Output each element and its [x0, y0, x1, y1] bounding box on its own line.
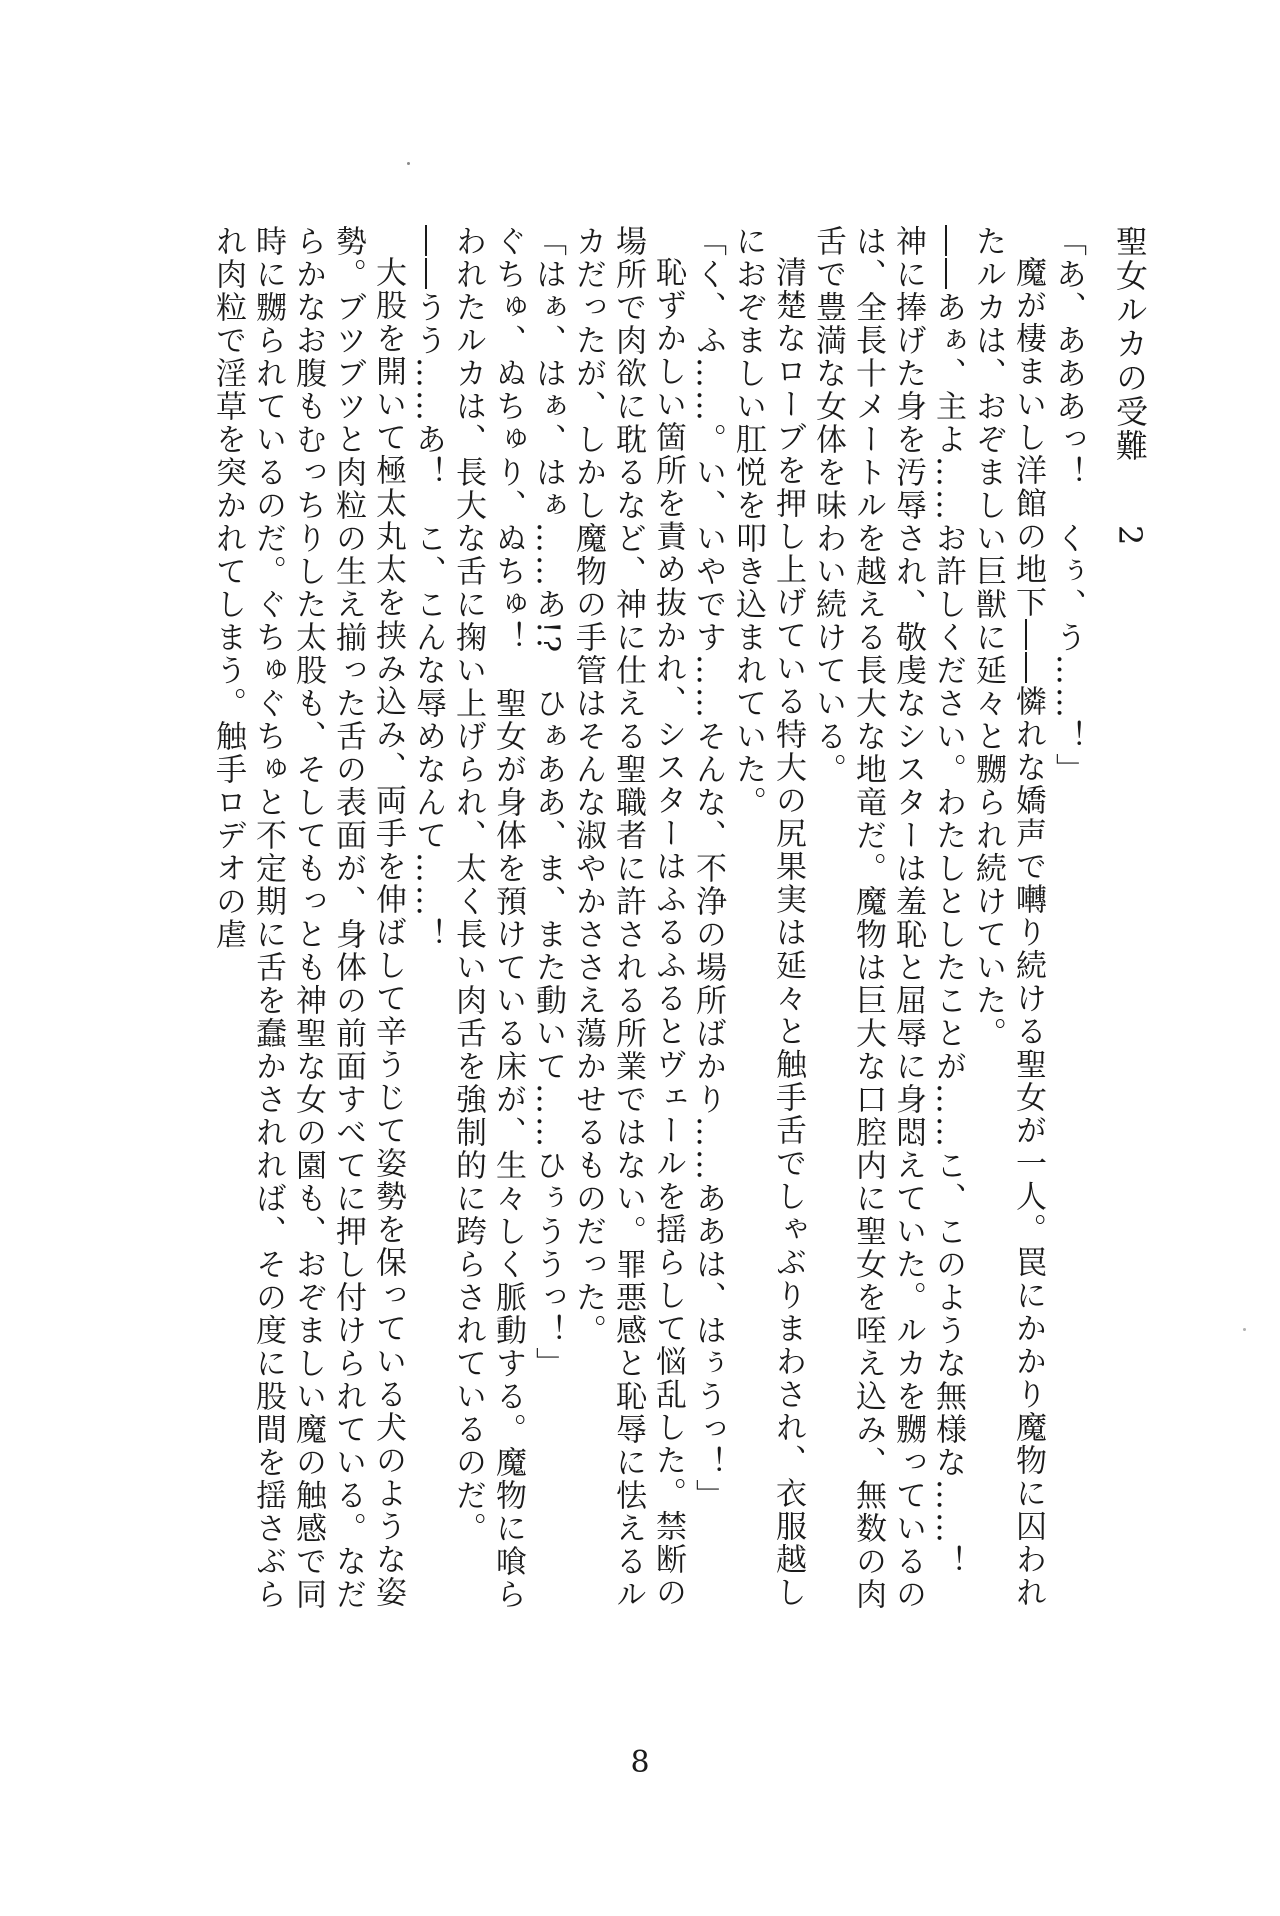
- paragraph-8: 「はぁ、はぁ、はぁ……あ!? ひぁああ、ま、また動いて……ひぅううっ！」: [530, 225, 566, 1381]
- paragraph-6: 「く、ふ……。い、いやです……そんな、不浄の場所ばかり……ああは、はぅうっ！」: [690, 225, 726, 1512]
- chapter-title-number: 2: [1111, 525, 1149, 548]
- paragraph-4: 神に捧げた身を汚辱され、敬虔なシスターは羞恥と屈辱に身悶えていた。ルカを嬲っているのは、全長十メートルを越える長大な地竜だ。魔物は巨大な口腔内に聖女を咥え込み、無数の肉舌で豊満な女体を味わい続けている。: [810, 225, 926, 1611]
- vertical-text-block: [110, 225, 1150, 1625]
- paragraph-7: 恥ずかしい箇所を責め抜かれ、シスターはふるふるとヴェールを揺らして悩乱した。禁断の場所で肉欲に耽るなど、神に仕える聖職者に許される所業ではない。罪悪感と恥辱に怯えるルカだったが、しかし魔物の手管はそんな淑やかささえ蕩かせるものだった。: [570, 225, 686, 1611]
- paragraph-10: ――うう……あ！ こ、こんな辱めなんて……！: [410, 225, 446, 951]
- paragraph-9: ぐちゅ、ぬちゅり、ぬちゅ！ 聖女が身体を預けている床が、生々しく脈動する。魔物に喰らわれたルカは、長大な舌に掬い上げられ、太く長い肉舌を強制的に跨らされているのだ。: [450, 225, 526, 1611]
- page-number: 8: [630, 1745, 650, 1780]
- chapter-title-text: 聖女ルカの受難: [1111, 225, 1149, 463]
- chapter-title: [1110, 225, 1150, 1625]
- paragraph-2: 魔が棲まいし洋館の地下――憐れな嬌声で囀り続ける聖女が一人。罠にかかり魔物に囚われたルカは、おぞましい巨獣に延々と嬲られ続けていた。: [970, 225, 1046, 1609]
- paragraph-3: ――あぁ、主よ……お許しください。わたしとしたことが……こ、このような無様な……！: [930, 225, 966, 1578]
- scan-speck: [407, 162, 410, 165]
- paragraph-1: 「あ、あああっ！ くぅ、う……！」: [1050, 225, 1086, 786]
- scan-speck: [1243, 1328, 1246, 1331]
- paragraph-11: 大股を開いて極太丸太を挟み込み、両手を伸ばして辛うじて姿勢を保っている犬のような姿勢。ブツブツと肉粒の生え揃った舌の表面が、身体の前面すべてに押し付けられている。なだらかなお腹もむっちりした太股も、そしてもっとも神聖な女の園も、おぞましい魔の触感で同時に嬲られているのだ。ぐちゅぐちゅと不定期に舌を蠢かされれば、その度に股間を揺さぶられ肉粒で淫草を突かれてしまう。触手ロデオの虐: [210, 225, 406, 1611]
- paragraph-5: 清楚なローブを押し上げている特大の尻果実は延々と触手舌でしゃぶりまわされ、衣服越しにおぞましい肛悦を叩き込まれていた。: [730, 225, 806, 1609]
